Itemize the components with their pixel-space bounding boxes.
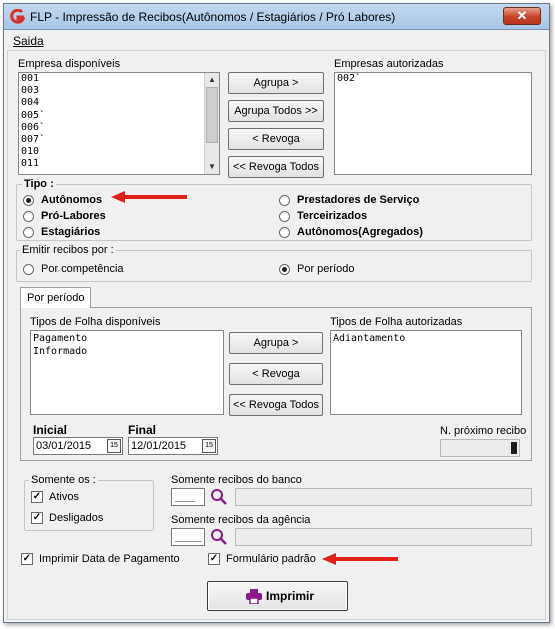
list-item[interactable]: Informado xyxy=(33,346,88,357)
final-date-input[interactable] xyxy=(128,437,218,455)
agencia-code-value: ____ xyxy=(175,529,202,542)
empresas-disponiveis-label: Empresa disponíveis xyxy=(18,58,121,70)
list-item[interactable]: 001 xyxy=(21,73,40,84)
formulario-padrao-checkbox[interactable]: ✓ xyxy=(209,553,219,564)
list-item[interactable]: 002` xyxy=(337,73,362,84)
radio-estagiarios[interactable] xyxy=(23,227,34,238)
list-item[interactable]: 003 xyxy=(21,85,40,97)
final-date-value: 12/01/2015 xyxy=(131,440,187,452)
tipo-pro-labores-label: Pró-Labores xyxy=(41,210,106,222)
emitir-label: Emitir recibos por : xyxy=(22,244,114,256)
red-arrow-icon xyxy=(322,553,398,565)
list-item[interactable]: Adiantamento xyxy=(333,333,406,344)
empresas-autorizadas-list[interactable] xyxy=(334,72,532,175)
imprimir-data-label: Imprimir Data de Pagamento xyxy=(39,553,180,565)
banco-code-input[interactable] xyxy=(171,488,205,506)
desligados-label: Desligados xyxy=(49,512,104,524)
somente-label: Somente os : xyxy=(31,474,96,486)
ativos-checkbox[interactable]: ✓ xyxy=(32,491,42,502)
folha-disponiveis-list[interactable] xyxy=(30,330,224,415)
inicial-label: Inicial xyxy=(33,423,68,437)
imprimir-button[interactable] xyxy=(207,581,348,611)
tab-por-periodo[interactable]: Por período xyxy=(20,287,91,308)
list-item[interactable]: 004 xyxy=(21,97,40,109)
emitir-competencia-label: Por competência xyxy=(41,263,124,275)
tipo-autonomos-label: Autônomos xyxy=(41,194,103,206)
main-window xyxy=(3,3,550,623)
agrupa-todos-button[interactable]: Agrupa Todos >> xyxy=(228,100,324,122)
folha-revoga-button[interactable]: < Revoga xyxy=(229,363,323,385)
desligados-checkbox[interactable]: ✓ xyxy=(32,512,42,523)
imprimir-label: Imprimir xyxy=(266,589,315,603)
scroll-down-icon[interactable]: ▼ xyxy=(208,162,216,171)
search-icon[interactable] xyxy=(210,528,228,546)
radio-por-competencia[interactable] xyxy=(23,264,34,275)
folha-disponiveis-label: Tipos de Folha disponíveis xyxy=(30,316,161,328)
printer-icon xyxy=(246,589,262,604)
tipo-prestadores-label: Prestadores de Serviço xyxy=(297,194,420,206)
scroll-thumb[interactable] xyxy=(206,87,218,143)
title-bar[interactable] xyxy=(4,4,549,30)
window-title: FLP - Impressão de Recibos(Autônomos / Estagiários / Pró Labores) xyxy=(30,10,396,24)
empresas-autorizadas-label: Empresas autorizadas xyxy=(334,58,444,70)
list-item[interactable]: 011 xyxy=(21,158,40,170)
text-cursor xyxy=(511,442,517,454)
empresas-disponiveis-list[interactable] xyxy=(18,72,220,175)
folha-agrupa-button[interactable]: Agrupa > xyxy=(229,332,323,354)
banco-code-value: ___ xyxy=(175,489,195,502)
tipo-estagiarios-label: Estagiários xyxy=(41,226,101,238)
imprimir-data-checkbox[interactable]: ✓ xyxy=(22,553,32,564)
proximo-recibo-label: N. próximo recibo xyxy=(440,425,527,437)
list-item[interactable]: 005` xyxy=(21,109,46,121)
scroll-up-icon[interactable]: ▲ xyxy=(208,75,216,84)
tipo-terceirizados-label: Terceirizados xyxy=(297,210,368,222)
agencia-code-input[interactable] xyxy=(171,528,205,546)
empresas-scrollbar[interactable] xyxy=(204,73,219,174)
inicial-date-input[interactable] xyxy=(33,437,123,455)
banco-name-input[interactable] xyxy=(235,488,532,506)
search-icon[interactable] xyxy=(210,488,228,506)
radio-autonomos[interactable] xyxy=(23,195,34,206)
agencia-label: Somente recibos da agência xyxy=(171,514,311,526)
calendar-icon[interactable]: 15 xyxy=(107,439,121,453)
final-label: Final xyxy=(128,423,157,437)
list-item[interactable]: 007` xyxy=(21,133,46,145)
radio-autonomos-agregados[interactable] xyxy=(279,227,290,238)
menu-bar xyxy=(4,31,549,49)
red-arrow-icon xyxy=(111,191,187,203)
list-item[interactable]: Pagamento xyxy=(33,333,88,344)
radio-por-periodo[interactable] xyxy=(279,264,290,275)
agrupa-button[interactable]: Agrupa > xyxy=(228,72,324,94)
folha-autorizadas-label: Tipos de Folha autorizadas xyxy=(330,316,463,328)
app-logo-icon xyxy=(9,9,25,25)
emitir-periodo-label: Por período xyxy=(297,263,355,275)
agencia-name-input[interactable] xyxy=(235,528,532,546)
radio-terceirizados[interactable] xyxy=(279,211,290,222)
formulario-padrao-label: Formulário padrão xyxy=(226,553,316,565)
banco-label: Somente recibos do banco xyxy=(171,474,302,486)
proximo-recibo-input[interactable] xyxy=(440,439,520,457)
form-body xyxy=(7,50,546,620)
calendar-icon[interactable]: 15 xyxy=(202,439,216,453)
ativos-label: Ativos xyxy=(49,491,79,503)
list-item[interactable]: 010 xyxy=(21,146,40,158)
revoga-button[interactable]: < Revoga xyxy=(228,128,324,150)
close-button[interactable]: ✕ xyxy=(503,7,541,25)
radio-pro-labores[interactable] xyxy=(23,211,34,222)
menu-saida[interactable]: Saida xyxy=(13,34,44,48)
radio-prestadores[interactable] xyxy=(279,195,290,206)
folha-revoga-todos-button[interactable]: << Revoga Todos xyxy=(229,394,323,416)
tipo-label: Tipo : xyxy=(24,178,54,190)
tipo-autonomos-agregados-label: Autônomos(Agregados) xyxy=(297,226,423,238)
list-item[interactable]: 006` xyxy=(21,121,46,133)
inicial-date-value: 03/01/2015 xyxy=(36,440,92,452)
revoga-todos-button[interactable]: << Revoga Todos xyxy=(228,156,324,178)
folha-autorizadas-list[interactable] xyxy=(330,330,522,415)
